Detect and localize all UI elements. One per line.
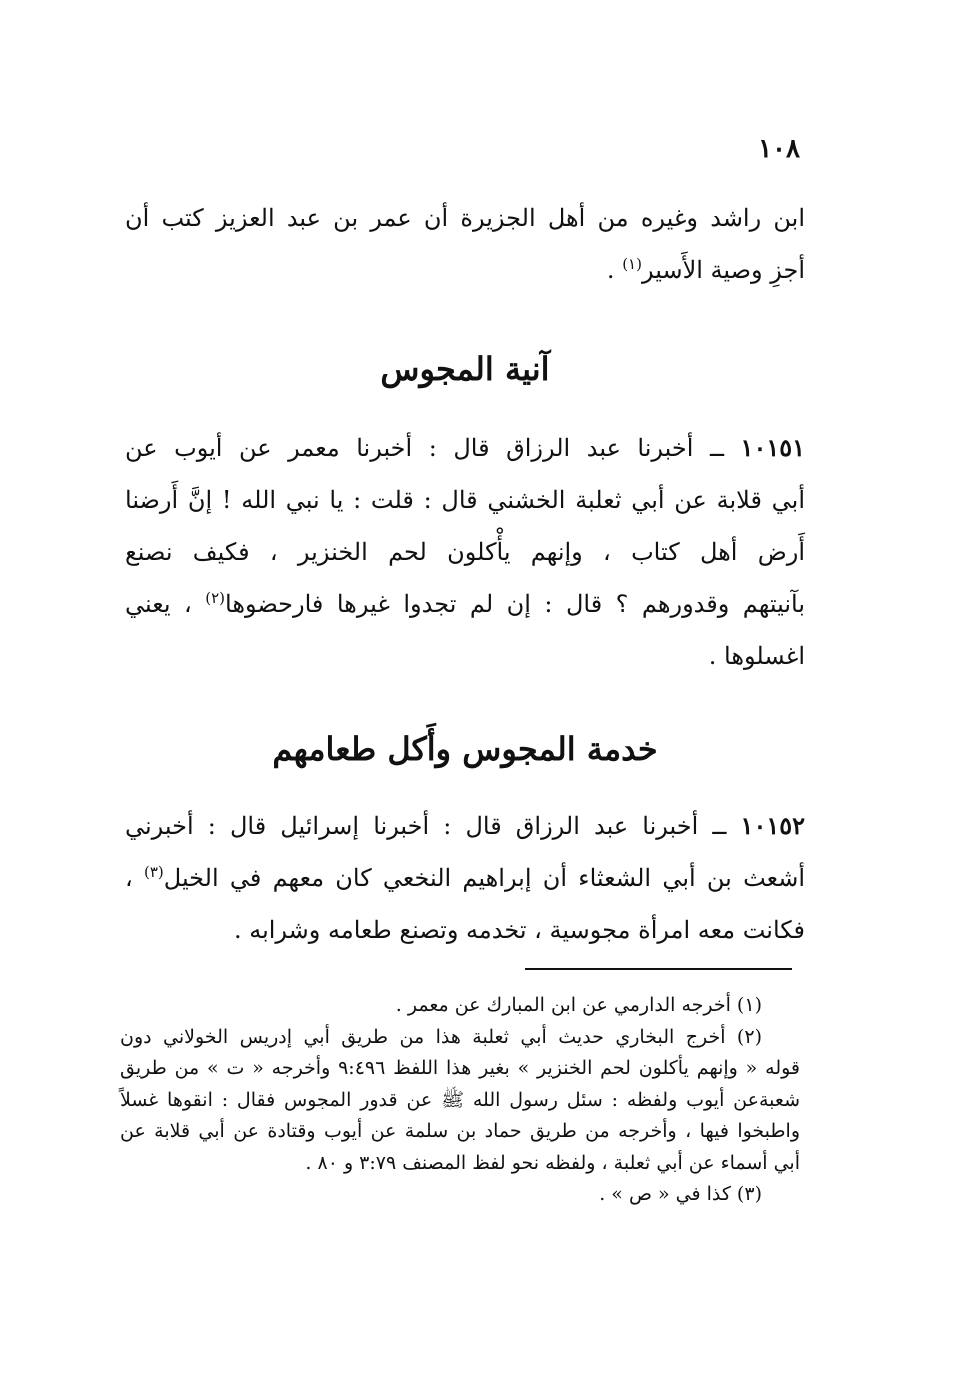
hadith-10151-line-1: [125, 422, 805, 474]
hadith-10151-line-4: [125, 578, 805, 630]
section-heading-magian-service: خدمة المجوس وأَكل طعامهم: [272, 730, 658, 768]
footnote-2-line-2: قوله « وإنهم يأكلون لحم الخنزير » بغير هذا اللفظ ٩:٤٩٦ وأخرجه « ت » من طريق: [120, 1057, 800, 1079]
intro-line-2-end: .: [606, 256, 623, 284]
footnote-2-line-1: (٢) أخرج البخاري حديث أبي ثعلبة هذا من طريق أبي إدريس الخولاني دون: [120, 1025, 762, 1048]
hadith-10152-line-2-end: ،: [125, 864, 144, 892]
footnote-2-line-4: واطبخوا فيها ، وأخرجه من طريق حماد بن سلمة عن أيوب وقتادة عن أبي قلابة عن: [120, 1120, 800, 1142]
footnote-divider: [525, 968, 792, 970]
hadith-10152-line-2-text: أشعث بن أبي الشعثاء أن إبراهيم النخعي كان معهم في الخيل: [163, 864, 805, 892]
hadith-10152-line-1: [125, 800, 805, 852]
hadith-number: ١٠١٥١: [740, 433, 805, 462]
hadith-10151: [125, 422, 805, 682]
footnote-3: (٣) كذا في « ص » .: [599, 1183, 762, 1205]
footnotes: [120, 990, 800, 1211]
footnote-ref-3[interactable]: (٣): [143, 863, 164, 881]
footnote-2-line-5: أبي أسماء عن أبي ثعلبة ، ولفظه نحو لفظ المصنف ٣:٧٩ و ٨٠ .: [305, 1151, 800, 1174]
hadith-10151-line-4-end: ، يعني: [125, 590, 206, 618]
hadith-10151-line-2: أبي قلابة عن أبي ثعلبة الخشني قال : قلت : يا نبي الله ! إنَّ أَرضنا: [125, 486, 805, 514]
footnote-1: (١) أخرجه الدارمي عن ابن المبارك عن معمر .: [395, 994, 762, 1016]
hadith-10152: [125, 800, 805, 956]
footnote-ref-2[interactable]: (٢): [205, 589, 225, 607]
hadith-10152-line-3: فكانت معه امرأة مجوسية ، تخدمه وتصنع طعامه وشرابه .: [233, 916, 805, 944]
hadith-10151-line-3: أَرض أهل كتاب ، وإنهم يأْكلون لحم الخنزير ، فكيف نصنع: [125, 538, 805, 566]
hadith-10152-line-2: [125, 852, 805, 904]
footnote-ref-1[interactable]: (١): [622, 255, 642, 273]
page-number: ١٠٨: [758, 134, 800, 164]
intro-line-2: [125, 244, 805, 296]
intro-line-2-text: أجزِ وصية الأَسير: [641, 256, 805, 284]
hadith-number: ١٠١٥٢: [740, 811, 805, 840]
hadith-10151-line-4-text: بآنيتهم وقدورهم ؟ قال : إن لم تجدوا غيرها فارحضوها: [225, 590, 805, 618]
section-heading-magian-vessels: آنية المجوس: [380, 350, 550, 388]
hadith-10151-line-5: اغسلوها .: [708, 642, 805, 670]
hadith-10152-line-1-text: ــ أخبرنا عبد الرزاق قال : أخبرنا إسرائيل قال : أخبرني: [125, 812, 741, 840]
footnote-2-line-3: شعبةعن أيوب ولفظه : سئل رسول الله ﷺ عن قدور المجوس فقال : انقوها غسلاً: [120, 1088, 800, 1111]
intro-line-1: ابن راشد وغيره من أهل الجزيرة أن عمر بن عبد العزيز كتب أن: [125, 204, 805, 232]
hadith-10151-line-1-text: ــ أخبرنا عبد الرزاق قال : أخبرنا معمر عن أيوب عن: [125, 434, 741, 462]
intro-paragraph: [125, 192, 805, 296]
